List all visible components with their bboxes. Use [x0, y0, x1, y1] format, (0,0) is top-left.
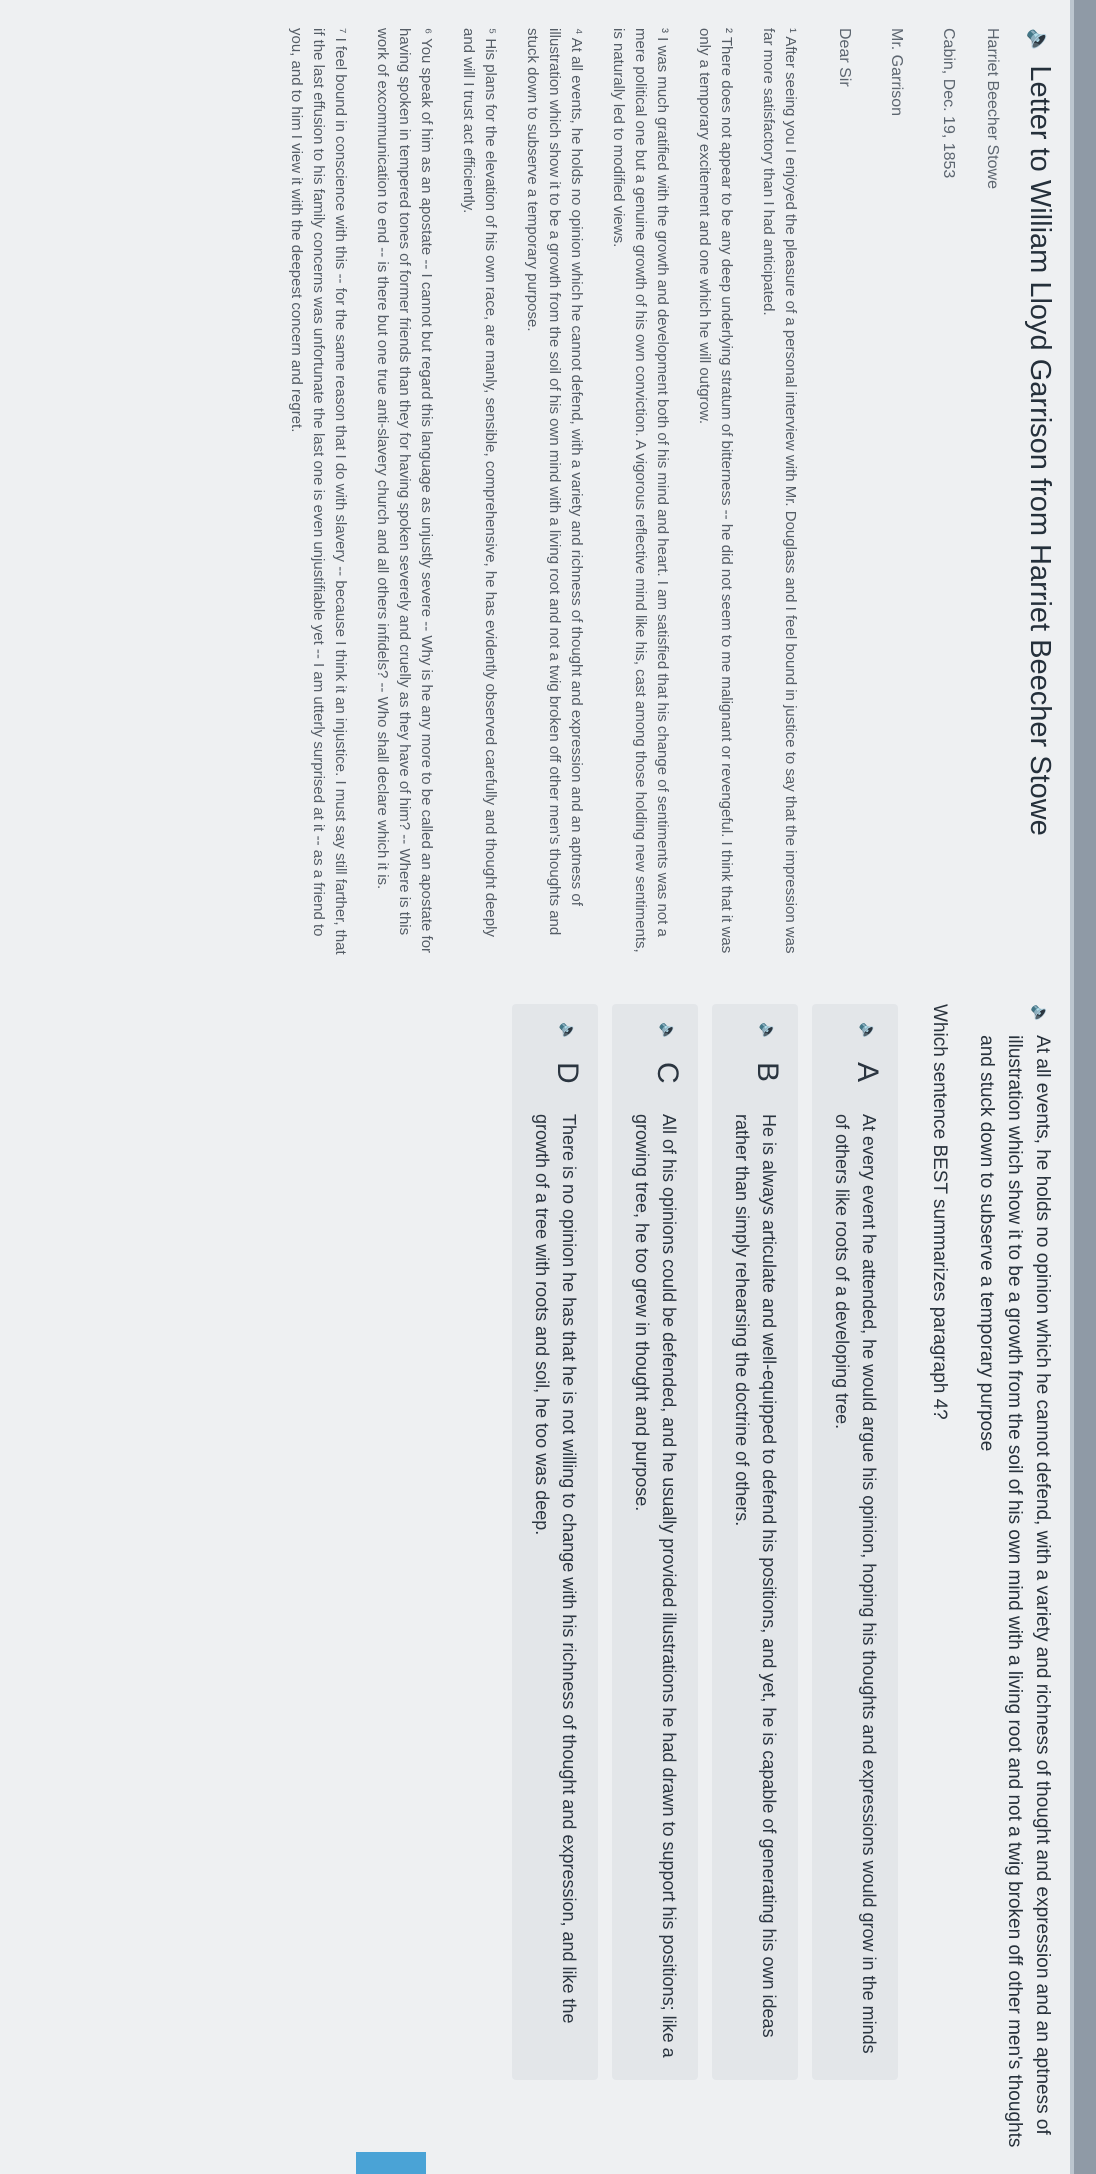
paragraph-1: ¹ After seeing you I enjoyed the pleasure of a personal interview with Mr. Douglass and I feel bound in justice to say that the impression was far more satisfactory than I had anticipated.	[760, 28, 799, 954]
choice-letter: C	[651, 1062, 684, 1084]
speaker-icon[interactable]: 🔈	[1027, 28, 1053, 56]
paragraph-5: ⁵ His plans for the elevation of his own race, are manly, sensible, comprehensive, he has evidently observed carefully and thought deeply and will I trust act efficiently.	[460, 28, 499, 937]
speaker-icon[interactable]: 🔈	[1031, 1004, 1050, 1026]
passage-pane[interactable]	[16, 28, 1056, 988]
answer-choice-a[interactable]	[812, 1004, 898, 2080]
choice-text: At every event he attended, he would argue his opinion, hoping his thoughts and expressions would grow in the minds of others like roots of a developing tree.	[832, 1114, 879, 2054]
choice-letter: D	[551, 1062, 584, 1084]
passage-title: Letter to William Lloyd Garrison from Harriet Beecher Stowe	[1024, 65, 1056, 836]
speaker-icon[interactable]: 🔈	[859, 1022, 876, 1042]
question-pane	[16, 1004, 1056, 2164]
passage-recipient: Mr. Garrison	[888, 28, 905, 117]
passage-salutation: Dear Sir	[836, 28, 853, 87]
question-prompt: Which sentence BEST summarizes paragraph 4?	[929, 1004, 950, 1420]
quote-text: At all events, he holds no opinion which he cannot defend, with a variety and richness of thought and expression and an aptness of illustration which show it to be a growth from the soil of his own mind with a living root and not a twig broken off other men's thoughts and stuck down to subserve a temporary purpose	[976, 1035, 1053, 2148]
paragraph-4: ⁴ At all events, he holds no opinion which he cannot defend, with a variety and richness of thought and expression and an aptness of illustration which show it to be a growth from the soil of his own mind with a living root and not a twig broken off other men's thoughts and stuck down to subserve a temporary purpose.	[524, 28, 585, 936]
speaker-icon[interactable]: 🔈	[759, 1022, 776, 1042]
choice-letter: A	[851, 1062, 884, 1083]
passage-author: Harriet Beecher Stowe	[984, 28, 1001, 189]
answer-choice-c[interactable]	[612, 1004, 698, 2080]
answer-choice-d[interactable]	[512, 1004, 598, 2080]
paragraph-3: ³ I was much gratified with the growth and development both of his mind and heart. I am satisfied that his change of sentiments was not a mere political one but a genuine growth of his own conviction. A vigorous reflective mind like his, cast among those holding new sentiments, is naturally led to modified views.	[610, 28, 671, 953]
choice-text: He is always articulate and well-equipped to defend his positions, and yet, he is capable of generating his own ideas rather than simply rehearsing the doctrine of others.	[732, 1114, 779, 2038]
choice-text: There is no opinion he has that he is not willing to change with his richness of thought and expression, and like the growth of a tree with roots and soil, he too was deep.	[532, 1114, 579, 2024]
paragraph-2: ² There does not appear to be any deep underlying stratum of bitterness -- he did not seem to me malignant or revengeful. I think that it was only a temporary excitement and one which he will outgrow.	[696, 28, 735, 954]
choice-text: All of his opinions could be defended, and he usually provided illustrations he had drawn to support his positions; like a growing tree, he too grew in thought and purpose.	[632, 1114, 679, 2058]
side-tab[interactable]	[356, 2152, 426, 2174]
speaker-icon[interactable]: 🔈	[659, 1022, 676, 1042]
choice-letter: B	[751, 1062, 784, 1083]
quoted-excerpt	[972, 1004, 1056, 2164]
passage-header	[1023, 28, 1056, 988]
passage-date: Cabin, Dec. 19, 1853	[940, 28, 957, 179]
paragraph-6: ⁶ You speak of him as an apostate -- I cannot but regard this language as unjustly severe -- Why is he any more to be called an apostate for having spoken in tempered tones of former friends than they for having spoken severely and cruelly as they have of him? -- Where is this work of excommunication to end -- is there but one true anti-slavery church and all others infidels? -- Who shall declare which it is.	[374, 28, 435, 954]
top-bar	[1070, 0, 1096, 2174]
speaker-icon[interactable]: 🔈	[559, 1022, 576, 1042]
paragraph-7: ⁷ I feel bound in conscience with this -- for the same reason that I do with slavery -- because I think it an injustice. I must say still farther, that if the last effusion to his family concerns was unfortunate the last one is even unjustifiable yet -- I am utterly surprised at it -- as a friend to you, and to him I view it with the deepest concern and regret.	[288, 28, 349, 955]
answer-choice-b[interactable]	[712, 1004, 798, 2080]
